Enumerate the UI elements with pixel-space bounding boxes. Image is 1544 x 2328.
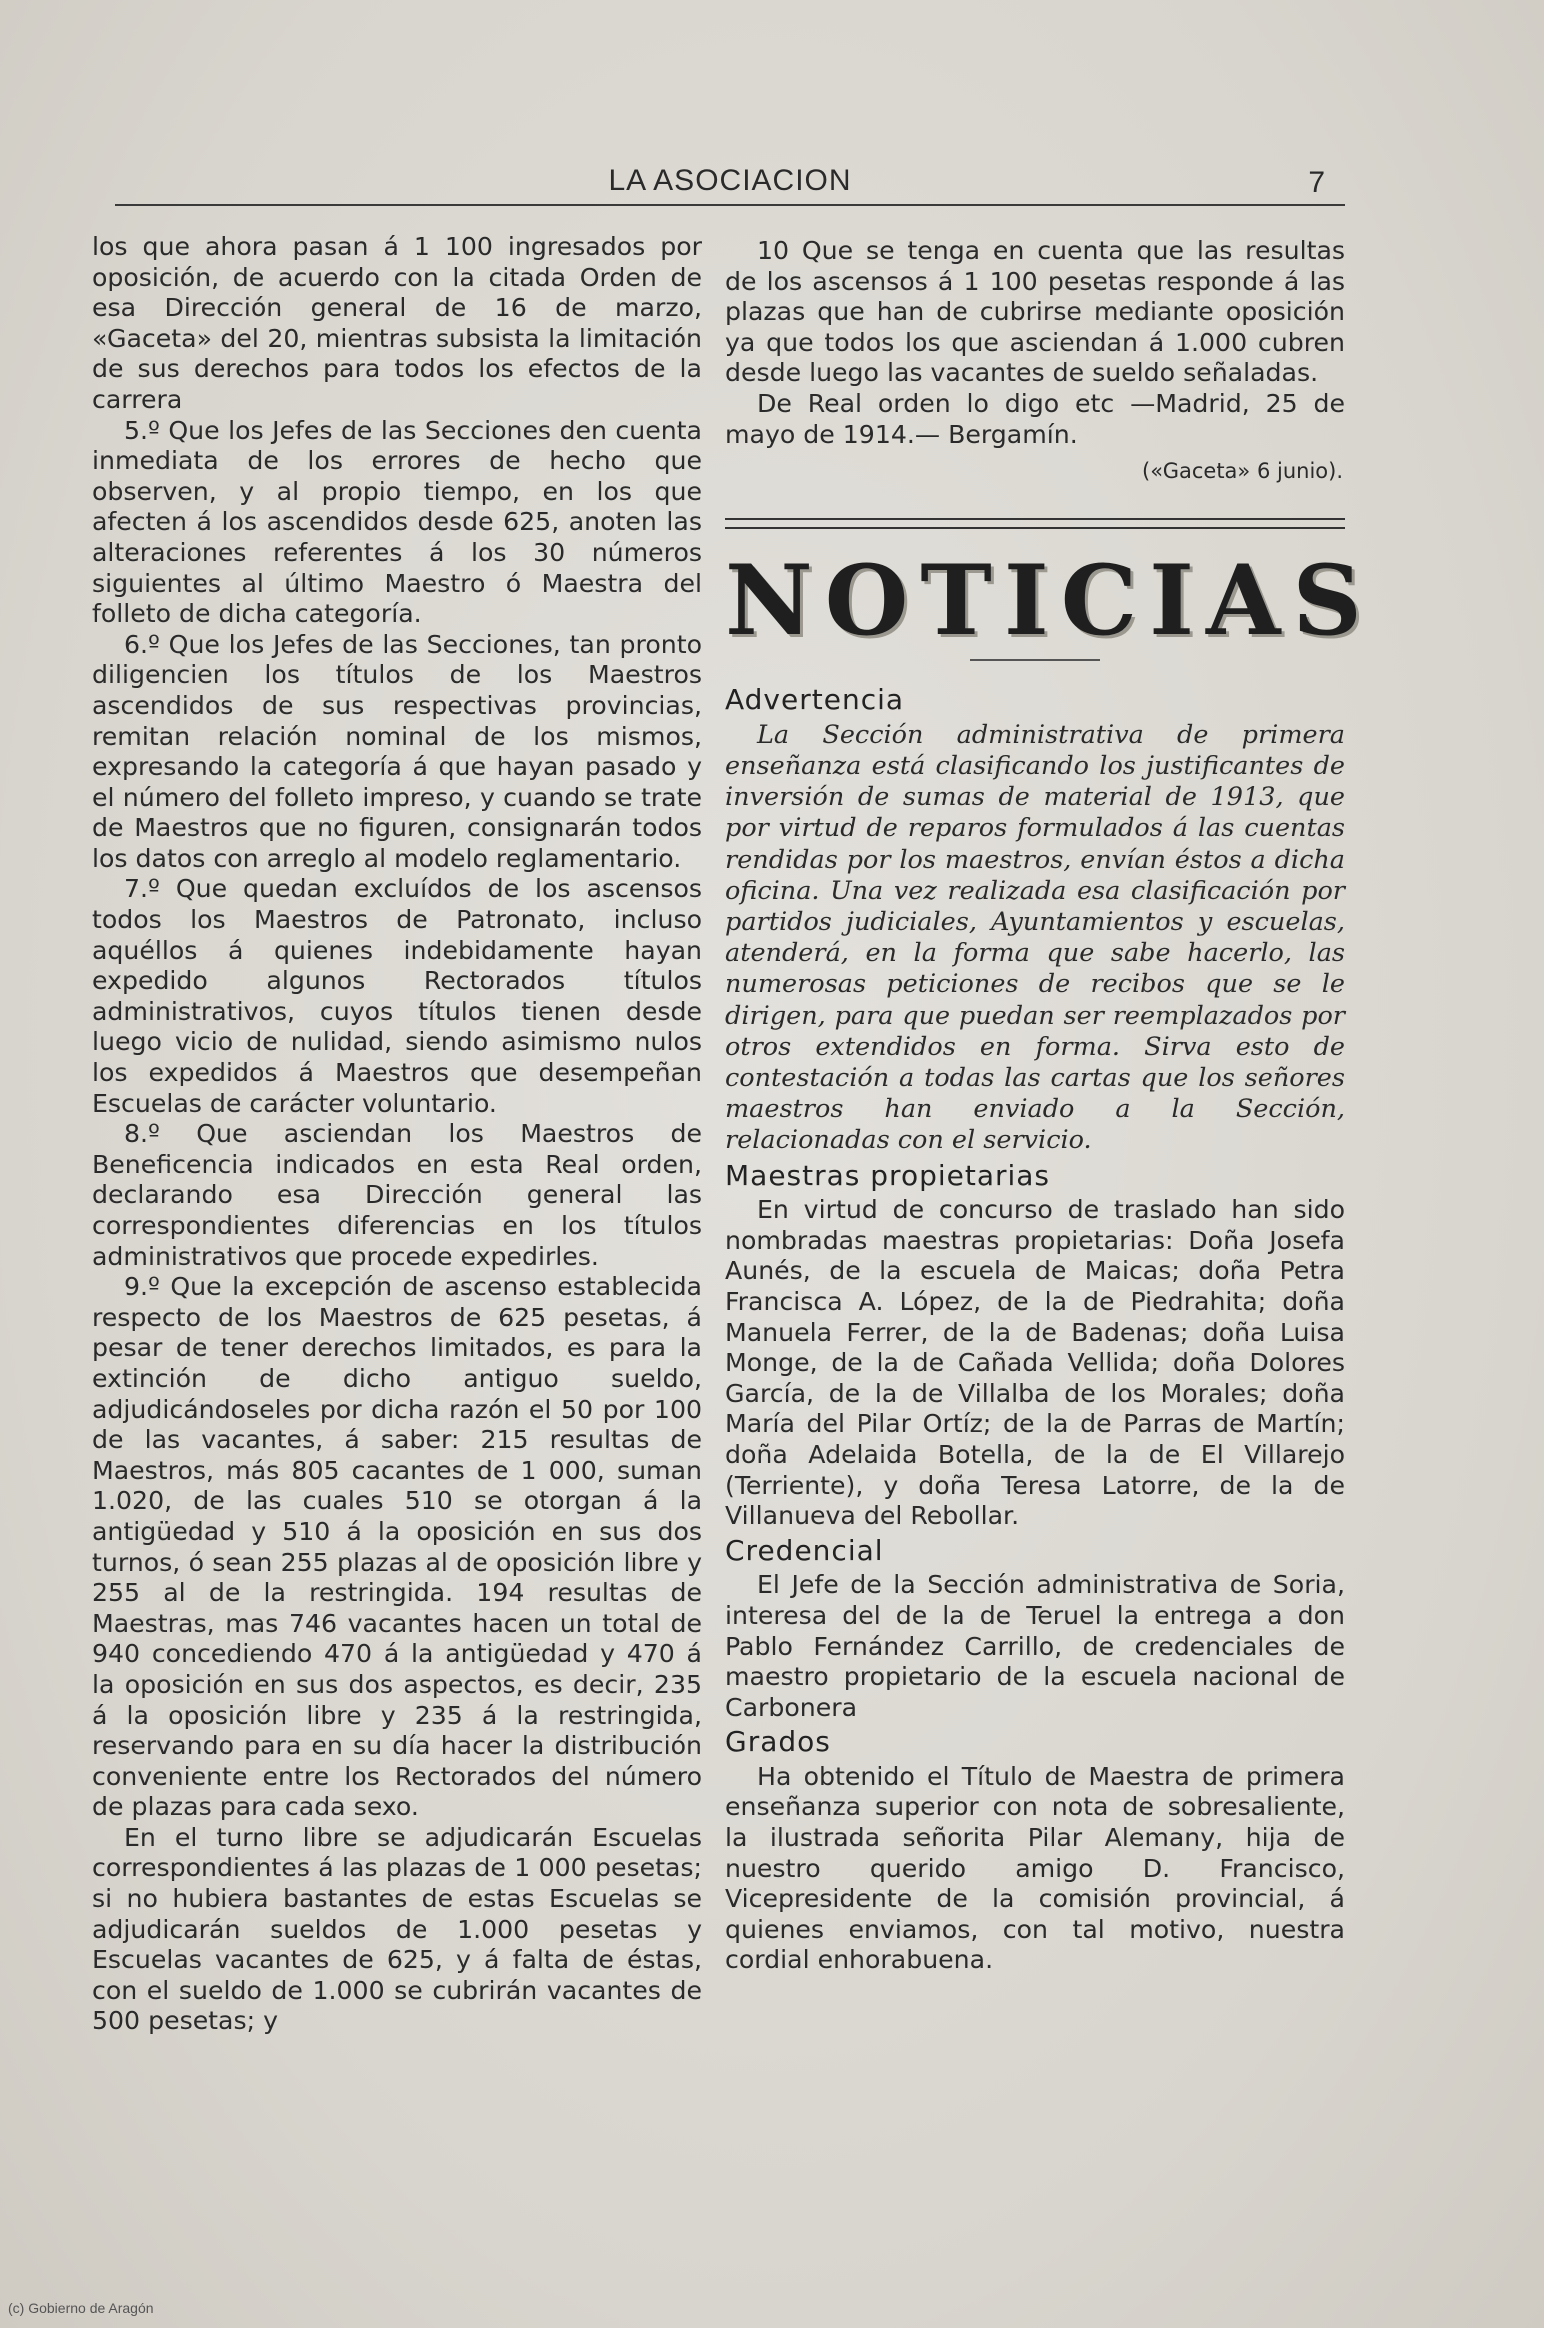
paragraph: 8.º Que asciendan los Maestros de Beneficencia indicados en esta Real orden, declarando esa Dirección general las correspondientes diferencias en los títulos administrativos que procede expedirles. <box>92 1119 702 1271</box>
paragraph: 10 Que se tenga en cuenta que las resultas de los ascensos á 1 100 pesetas responde á las plazas que han de cubrirse mediante oposición ya que todos los que asciendan á 1.000 cubren desde luego las vacantes de sueldo señaladas. <box>725 236 1345 388</box>
section-heading-maestras: Maestras propietarias <box>725 1158 1051 1192</box>
section-text-grados: Ha obtenido el Título de Maestra de primera enseñanza superior con nota de sobresaliente, la ilustrada señorita Pilar Alemany, hija de nuestro querido amigo D. Francisco, Vicepresidente de la comisión provincial, á quienes enviamos, con tal motivo, nuestra cordial enhorabuena. <box>725 1761 1345 1975</box>
section-heading-advertencia: Advertencia <box>725 683 905 717</box>
paragraph: De Real orden lo digo etc —Madrid, 25 de mayo de 1914.— Bergamín. <box>725 388 1345 449</box>
paragraph: los que ahora pasan á 1 100 ingresados por oposición, de acuerdo con la citada Orden de esa Dirección general de 16 de marzo, «Gaceta» del 20, mientras subsista la limitación de sus derechos para todos los efectos de la carrera <box>92 232 702 414</box>
section-text-advertencia: La Sección administrativa de primera enseñanza está clasificando los justificantes de inversión de sumas de material de 1913, que por virtud de reparos formulados á las cuentas rendidas por los maestros, envían éstos a dicha oficina. Una vez realizada esa clasificación por partidos judiciales, Ayuntamientos y escuelas, atenderá, en la forma que sabe hacerlo, las numerosas peticiones de recibos que se le dirigen, para que puedan ser reemplazados por otros extendidos en forma. Sirva esto de contestación a todas las cartas que los señores maestros han enviado a la Sección, relacionadas con el servicio. <box>725 719 1345 1156</box>
publication-title: LA ASOCIACION <box>608 164 852 197</box>
gazette-source: («Gaceta» 6 junio). <box>1142 459 1343 484</box>
paragraph: 9.º Que la excepción de ascenso establecida respecto de los Maestros de 625 pesetas, á pesar de tener derechos limitados, es para la extinción de dicho antiguo sueldo, adjudicándoseles por dicha razón el 50 por 100 de las vacantes, á saber: 215 resultas de Maestros, más 805 cacantes de 1 000, suman 1.020, de las cuales 510 se otorgan á la antigüedad y 510 á la oposición en sus dos turnos, ó sean 255 plazas al de oposición libre y 255 al de la restringida. 194 resultas de Maestras, mas 746 vacantes hacen un total de 940 concediendo 470 á la antigüedad y 470 á la oposición en sus dos aspectos, es decir, 235 á la oposición libre y 235 á la restringida, reservando para en su día hacer la distribución conveniente entre los Rectorados del número de plazas para cada sexo. <box>92 1272 702 1822</box>
copyright-credit: (c) Gobierno de Aragón <box>8 2300 154 2316</box>
section-text-credencial: El Jefe de la Sección administrativa de Soria, interesa del de la de Teruel la entrega a don Pablo Fernández Carrillo, de credenciales de maestro propietario de la escuela nacional de Carbonera <box>725 1570 1345 1722</box>
paragraph: 6.º Que los Jefes de las Secciones, tan pronto diligencien los títulos de los Maestros ascendidos de sus respectivas provincias, remitan relación nominal de los mismos, expresando la categoría á que hayan pasado y el número del folleto impreso, y cuando se trate de Maestros que no figuren, consignarán todos los datos con arreglo al modelo reglamentario. <box>92 629 702 873</box>
section-heading-credencial: Credencial <box>725 1533 884 1567</box>
paragraph: En el turno libre se adjudicarán Escuelas correspondientes á las plazas de 1 000 pesetas; si no hubiera bastantes de estas Escuelas se adjudicarán sueldos de 1.000 pesetas y Escuelas vacantes de 625, y á falta de éstas, con el sueldo de 1.000 se cubrirán vacantes de 500 pesetas; y <box>92 1822 702 2036</box>
section-divider <box>725 518 1345 529</box>
left-column <box>92 232 702 2037</box>
section-heading-grados: Grados <box>725 1725 831 1759</box>
noticias-title: NOTICIAS <box>725 544 1374 658</box>
page-number: 7 <box>1308 166 1325 199</box>
right-column <box>725 236 1374 1976</box>
section-text-maestras: En virtud de concurso de traslado han sido nombradas maestras propietarias: Doña Josefa Aunés, de la escuela de Maicas; doña Petra Francisca A. López, de la de Piedrahita; doña Manuela Ferrer, de la de Badenas; doña Luisa Monge, de la de Cañada Vellida; doña Dolores García, de la de Villalba de los Morales; doña María del Pilar Ortíz; de la de Parras de Martín; doña Adelaida Botella, de la de El Villarejo (Terriente), y doña Teresa Latorre, de la de Villanueva del Rebollar. <box>725 1195 1345 1531</box>
paragraph: 5.º Que los Jefes de las Secciones den cuenta inmediata de los errores de hecho que observen, y al propio tiempo, en los que afecten á los ascendidos desde 625, anoten las alteraciones referentes á los 30 números siguientes al último Maestro ó Maestra del folleto de dicha categoría. <box>92 415 702 629</box>
paragraph: 7.º Que quedan excluídos de los ascensos todos los Maestros de Patronato, incluso aquéllos á quienes indebidamente hayan expedido algunos Rectorados títulos administrativos, cuyos títulos tienen desde luego vicio de nulidad, siendo asimismo nulos los expedidos á Maestros que desempeñan Escuelas de carácter voluntario. <box>92 874 702 1118</box>
title-underline <box>970 659 1100 661</box>
page-header <box>115 164 1345 206</box>
